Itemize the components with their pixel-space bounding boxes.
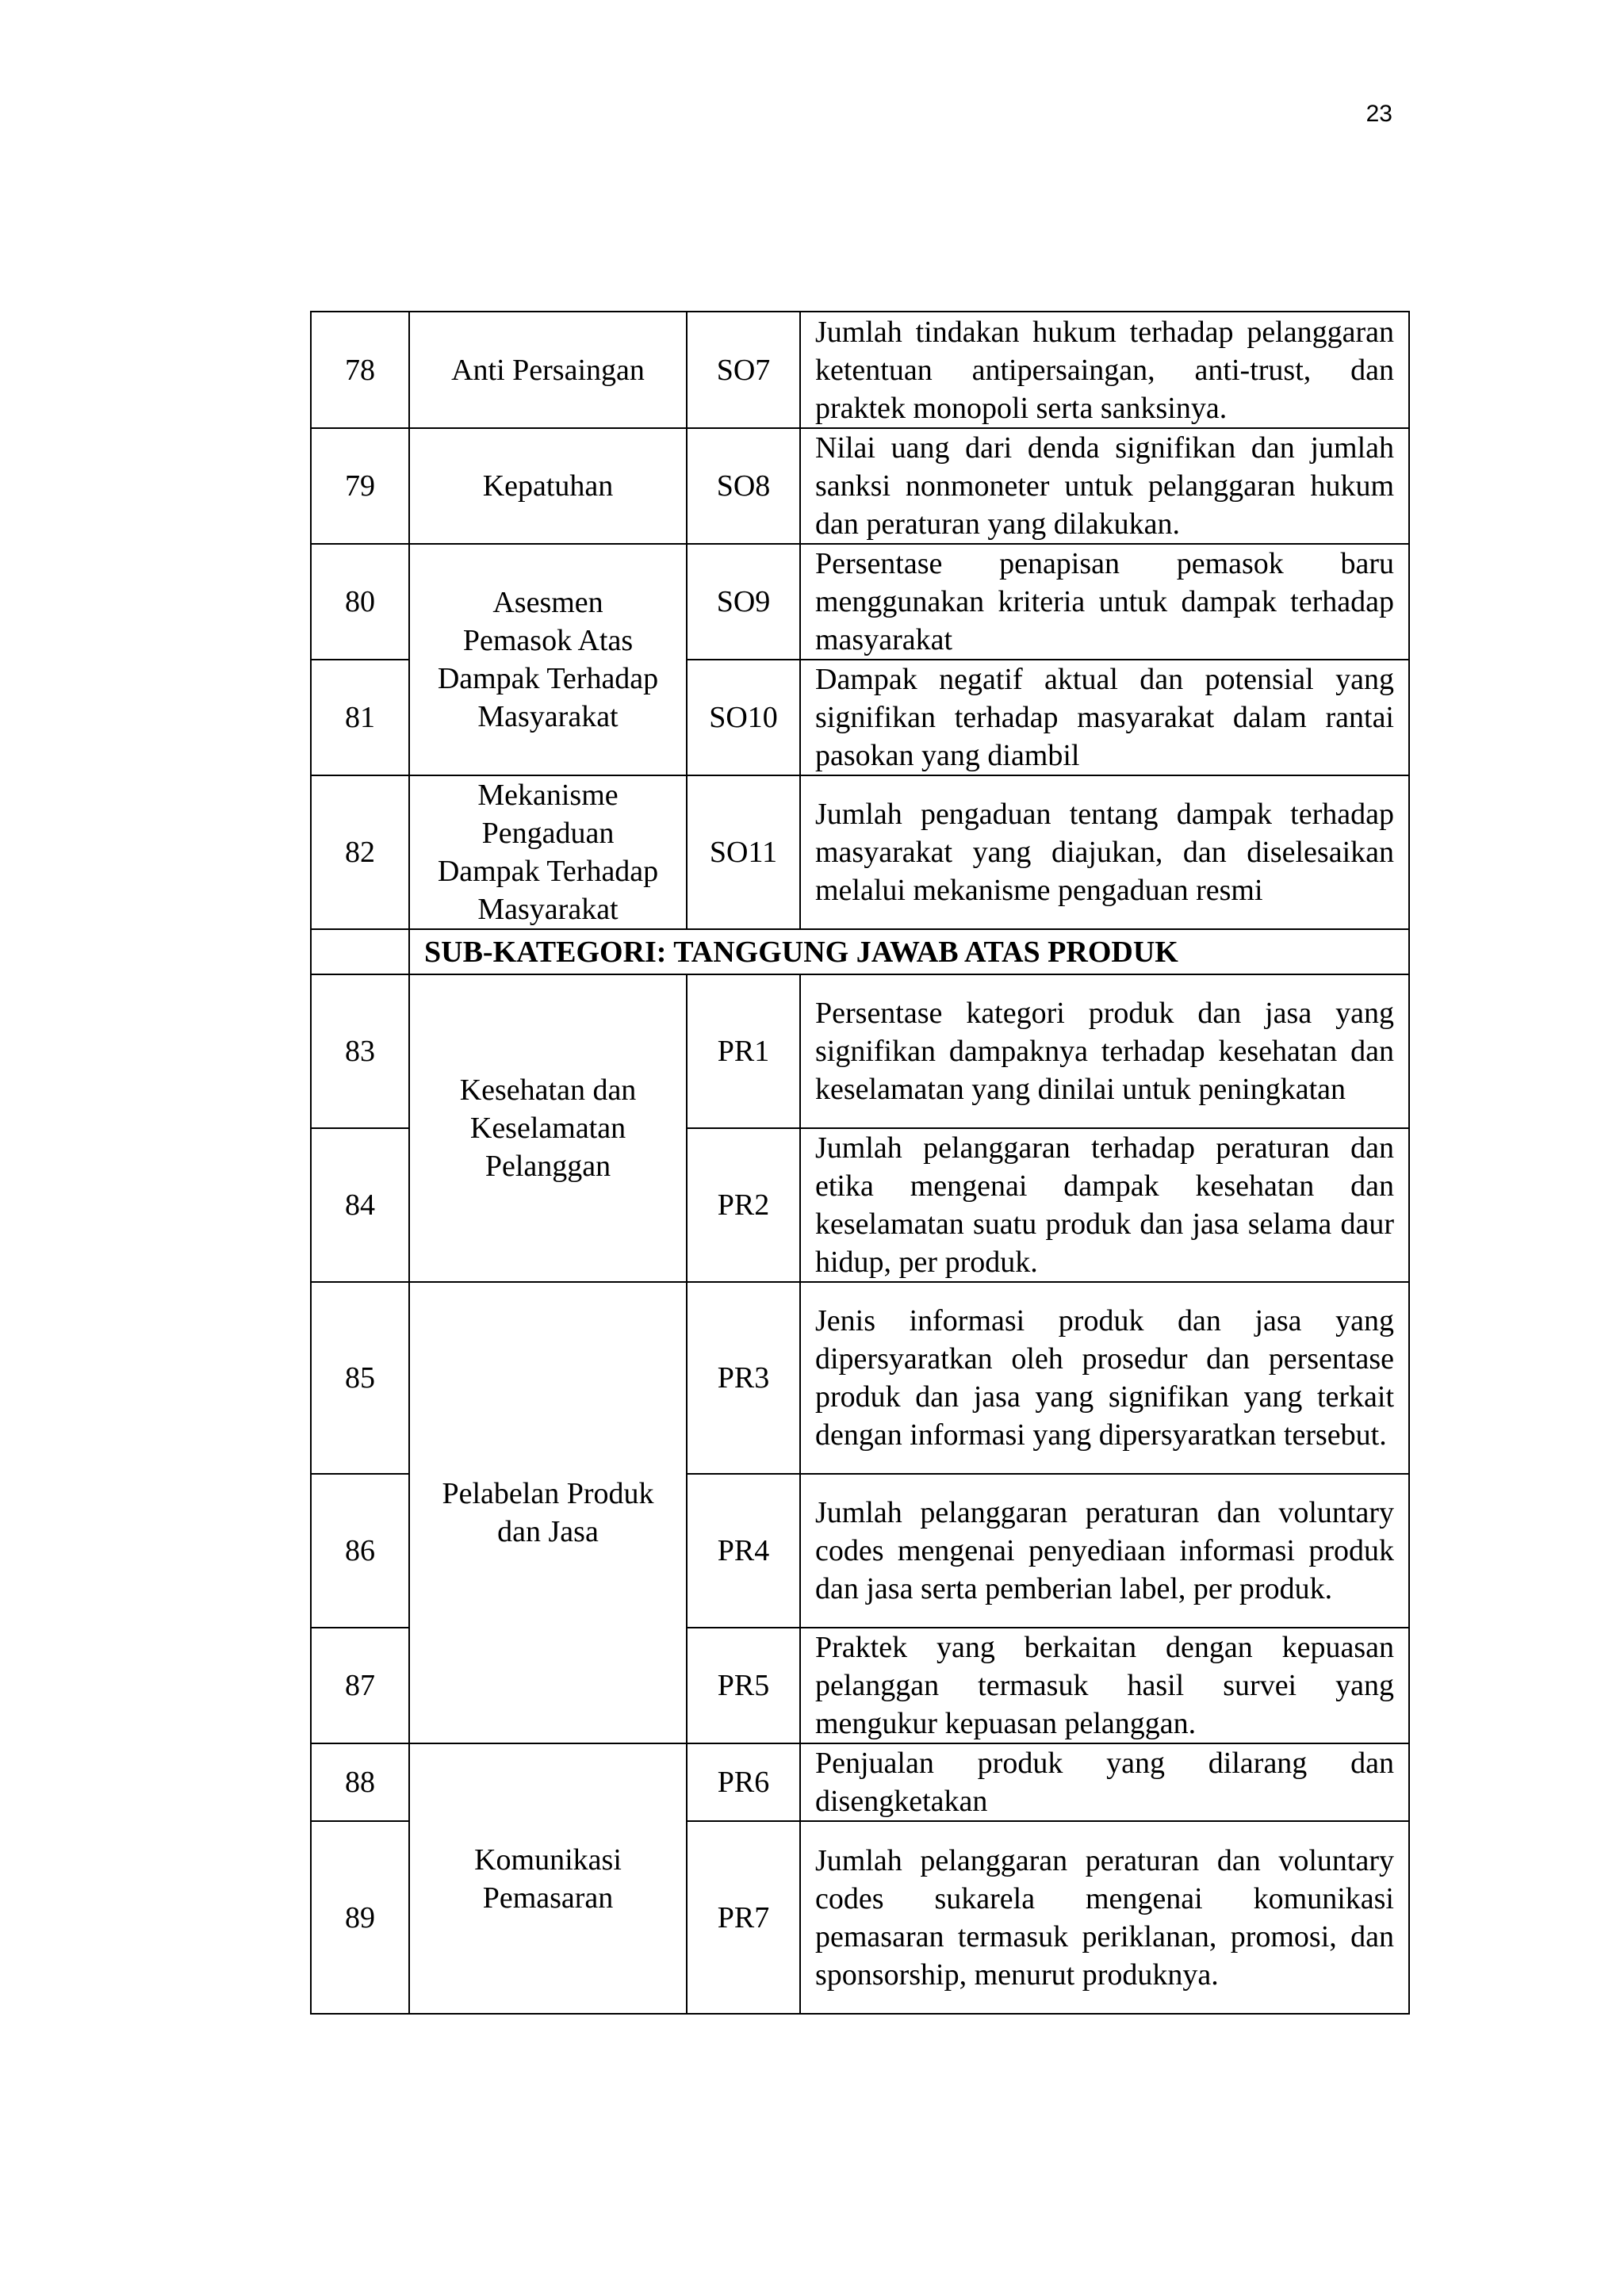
- row-number: 79: [311, 428, 409, 544]
- table-row: [311, 312, 1409, 428]
- indicator-description: Jumlah pelanggaran peraturan dan voluntary codes sukarela mengenai komunikasi pemasaran termasuk periklanan, promosi, dan sponsorship, menurut produknya.: [800, 1821, 1409, 2014]
- empty-cell: [311, 929, 409, 974]
- aspect-label: Pemasok Atas: [462, 624, 634, 657]
- indicator-description: Dampak negatif aktual dan potensial yang signifikan terhadap masyarakat dalam rantai pasokan yang diambil: [800, 660, 1409, 775]
- aspect-label: Keselamatan: [469, 1112, 626, 1145]
- indicator-description: Nilai uang dari denda signifikan dan jumlah sanksi nonmoneter untuk pelanggaran hukum dan peraturan yang dilakukan.: [800, 428, 1409, 544]
- table-row: [311, 1743, 1409, 1821]
- indicator-description: Jumlah tindakan hukum terhadap pelanggaran ketentuan antipersaingan, anti-trust, dan praktek monopoli serta sanksinya.: [800, 312, 1409, 428]
- row-number: 88: [311, 1743, 409, 1821]
- aspect-label: dan Jasa: [497, 1515, 599, 1548]
- aspect-cell: [409, 1282, 687, 1743]
- indicator-code: SO10: [687, 660, 800, 775]
- aspect-cell: [409, 1743, 687, 2014]
- indicator-code: PR4: [687, 1474, 800, 1628]
- aspect-label: Dampak Terhadap: [437, 855, 659, 888]
- table-row: [311, 428, 1409, 544]
- subcategory-heading: SUB-KATEGORI: TANGGUNG JAWAB ATAS PRODUK: [409, 929, 1409, 974]
- indicator-description: Jumlah pelanggaran terhadap peraturan dan etika mengenai dampak kesehatan dan keselamatan suatu produk dan jasa selama daur hidup, per produk.: [800, 1128, 1409, 1282]
- table-row: [311, 775, 1409, 929]
- row-number: 83: [311, 974, 409, 1128]
- aspect-label: Dampak Terhadap: [437, 662, 659, 695]
- aspect-label: Pemasaran: [482, 1881, 614, 1915]
- indicator-description: Jumlah pelanggaran peraturan dan voluntary codes mengenai penyediaan informasi produk dan jasa serta pemberian label, per produk.: [800, 1474, 1409, 1628]
- row-number: 87: [311, 1628, 409, 1743]
- aspect-cell: [409, 775, 687, 929]
- subcategory-row: [311, 929, 1409, 974]
- row-number: 84: [311, 1128, 409, 1282]
- indicator-description: Praktek yang berkaitan dengan kepuasan pelanggan termasuk hasil survei yang mengukur kepuasan pelanggan.: [800, 1628, 1409, 1743]
- aspect-label: Masyarakat: [477, 893, 619, 926]
- row-number: 85: [311, 1282, 409, 1474]
- aspect-label: Kesehatan dan: [459, 1073, 637, 1107]
- indicator-code: PR1: [687, 974, 800, 1128]
- aspect-cell: [409, 544, 687, 775]
- indicator-table: [310, 311, 1410, 2015]
- indicator-code: PR6: [687, 1743, 800, 1821]
- indicator-code: PR2: [687, 1128, 800, 1282]
- row-number: 86: [311, 1474, 409, 1628]
- indicator-description: Jumlah pengaduan tentang dampak terhadap masyarakat yang diajukan, dan diselesaikan melalui mekanisme pengaduan resmi: [800, 775, 1409, 929]
- row-number: 80: [311, 544, 409, 660]
- table-row: [311, 544, 1409, 660]
- aspect-label: Mekanisme: [477, 779, 619, 812]
- table-row: [311, 974, 1409, 1128]
- row-number: 78: [311, 312, 409, 428]
- aspect-label: Asesmen: [492, 586, 603, 619]
- aspect-cell: [409, 428, 687, 544]
- aspect-label: Pengaduan: [481, 817, 615, 850]
- aspect-label: Masyarakat: [477, 700, 619, 733]
- aspect-label: Anti Persaingan: [451, 353, 645, 387]
- aspect-cell: [409, 974, 687, 1282]
- row-number: 82: [311, 775, 409, 929]
- page-number: 23: [1365, 101, 1392, 127]
- indicator-code: SO11: [687, 775, 800, 929]
- indicator-description: Jenis informasi produk dan jasa yang dipersyaratkan oleh prosedur dan persentase produk dan jasa yang signifikan yang terkait dengan informasi yang dipersyaratkan tersebut.: [800, 1282, 1409, 1474]
- aspect-label: Pelanggan: [485, 1150, 611, 1183]
- table-row: [311, 1282, 1409, 1474]
- indicator-code: PR3: [687, 1282, 800, 1474]
- row-number: 89: [311, 1821, 409, 2014]
- aspect-label: Kepatuhan: [482, 469, 614, 503]
- indicator-code: SO7: [687, 312, 800, 428]
- indicator-description: Penjualan produk yang dilarang dan disengketakan: [800, 1743, 1409, 1821]
- aspect-label: Komunikasi: [474, 1843, 622, 1877]
- indicator-code: SO8: [687, 428, 800, 544]
- indicator-description: Persentase penapisan pemasok baru menggunakan kriteria untuk dampak terhadap masyarakat: [800, 544, 1409, 660]
- indicator-code: PR5: [687, 1628, 800, 1743]
- row-number: 81: [311, 660, 409, 775]
- aspect-cell: [409, 312, 687, 428]
- indicator-code: PR7: [687, 1821, 800, 2014]
- indicator-description: Persentase kategori produk dan jasa yang signifikan dampaknya terhadap kesehatan dan keselamatan yang dinilai untuk peningkatan: [800, 974, 1409, 1128]
- aspect-label: Pelabelan Produk: [442, 1477, 654, 1510]
- indicator-code: SO9: [687, 544, 800, 660]
